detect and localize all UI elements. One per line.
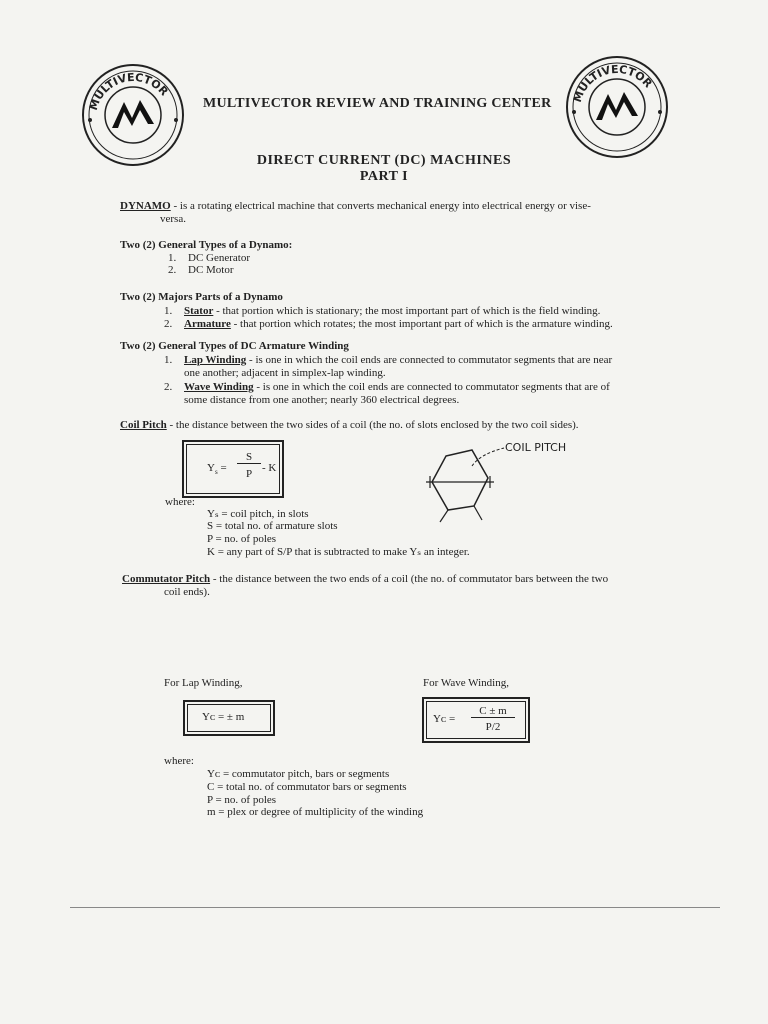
wave-formula-lhs: Yᴄ = bbox=[433, 713, 456, 725]
item-number: 1. bbox=[168, 252, 177, 264]
formula-fraction: S P bbox=[237, 451, 261, 480]
item-label: DC Generator bbox=[188, 252, 251, 264]
coil-pitch-definition bbox=[120, 419, 579, 432]
item-label: DC Motor bbox=[188, 264, 234, 276]
armature-desc: - that portion which rotates; the most important part of which is the armature winding. bbox=[230, 318, 613, 330]
formula-lhs: $Y_s$ = bbox=[207, 462, 227, 477]
wave-winding-term: Wave Winding bbox=[184, 381, 254, 393]
lap-winding-term: Lap Winding bbox=[184, 354, 247, 366]
lap-winding-item bbox=[164, 354, 612, 367]
svg-text:MULTIVECTOR: MULTIVECTOR bbox=[86, 70, 171, 112]
types-heading: Two (2) General Types of a Dynamo: bbox=[120, 239, 293, 251]
commutator-pitch-desc: - the distance between the two ends of a coil (the no. of commutator bars between the two bbox=[210, 573, 609, 585]
coil-pitch-formula-box bbox=[182, 440, 284, 498]
formula-tail: - K bbox=[262, 462, 277, 474]
wave-winding-desc-cont: some distance from one another; nearly 360 electrical degrees. bbox=[184, 394, 460, 406]
commutator-pitch-desc-cont: coil ends). bbox=[164, 586, 210, 598]
parts-item-1 bbox=[164, 305, 600, 318]
types-item-2 bbox=[168, 264, 234, 277]
bottom-rule bbox=[70, 907, 720, 908]
commutator-pitch-term: Commutator Pitch bbox=[122, 573, 211, 585]
doc-part: PART I bbox=[359, 169, 409, 184]
commutator-where: where: bbox=[164, 755, 194, 767]
commutator-var-1: Yᴄ = commutator pitch, bars or segments bbox=[207, 768, 390, 780]
stator-desc: - that portion which is stationary; the most important part of which is the field winding. bbox=[213, 305, 601, 317]
item-number: 2. bbox=[164, 381, 173, 393]
item-number: 1. bbox=[164, 305, 173, 317]
lap-winding-desc: - is one in which the coil ends are connected to commutator segments that are near bbox=[246, 354, 613, 366]
coil-pitch-var-1: Yₛ = coil pitch, in slots bbox=[207, 508, 309, 520]
dynamo-definition bbox=[120, 200, 591, 213]
coil-pitch-var-4: K = any part of S/P that is subtracted to make Yₛ an integer. bbox=[207, 546, 470, 558]
org-title: MULTIVECTOR REVIEW AND TRAINING CENTER bbox=[203, 96, 552, 111]
lap-formula-box bbox=[183, 700, 275, 736]
coil-pitch-desc: - the distance between the two sides of a coil (the no. of slots enclosed by the two coil sides). bbox=[166, 419, 579, 431]
coil-pitch-var-2: S = total no. of armature slots bbox=[207, 520, 338, 532]
coil-pitch-var-3: P = no. of poles bbox=[207, 533, 277, 545]
item-number: 2. bbox=[164, 318, 173, 330]
parts-item-2 bbox=[164, 318, 613, 331]
windings-heading: Two (2) General Types of DC Armature Winding bbox=[120, 340, 349, 352]
lap-formula: Yᴄ = ± m bbox=[202, 711, 245, 723]
dynamo-term: DYNAMO bbox=[120, 200, 171, 212]
commutator-var-4: m = plex or degree of multiplicity of the winding bbox=[207, 806, 424, 818]
stator-term: Stator bbox=[184, 305, 214, 317]
item-number: 1. bbox=[164, 354, 173, 366]
coil-pitch-label: COIL PITCH bbox=[505, 441, 567, 454]
dynamo-definition-text: - is a rotating electrical machine that converts mechanical energy into electrical energy or vise- bbox=[170, 200, 591, 212]
commutator-var-3: P = no. of poles bbox=[207, 794, 277, 806]
lap-winding-label: For Lap Winding, bbox=[164, 677, 243, 689]
commutator-var-2: C = total no. of commutator bars or segments bbox=[207, 781, 407, 793]
armature-term: Armature bbox=[184, 318, 231, 330]
multivector-logo-right bbox=[562, 52, 672, 162]
doc-title: DIRECT CURRENT (DC) MACHINES bbox=[256, 153, 512, 168]
wave-formula-box bbox=[422, 697, 530, 743]
commutator-pitch-definition bbox=[122, 573, 608, 586]
wave-winding-desc: - is one in which the coil ends are connected to commutator segments that are of bbox=[253, 381, 610, 393]
coil-pitch-term: Coil Pitch bbox=[120, 419, 167, 431]
wave-winding-item bbox=[164, 381, 610, 394]
parts-heading: Two (2) Majors Parts of a Dynamo bbox=[120, 291, 283, 303]
wave-winding-label: For Wave Winding, bbox=[423, 677, 509, 689]
wave-formula-fraction: C ± m P/2 bbox=[471, 705, 515, 733]
svg-text:MULTIVECTOR: MULTIVECTOR bbox=[570, 62, 655, 104]
coil-pitch-where: where: bbox=[165, 496, 195, 508]
lap-winding-desc-cont: one another; adjacent in simplex-lap winding. bbox=[184, 367, 386, 379]
item-number: 2. bbox=[168, 264, 177, 276]
dynamo-definition-cont: versa. bbox=[160, 213, 186, 225]
coil-pitch-diagram bbox=[410, 436, 610, 536]
